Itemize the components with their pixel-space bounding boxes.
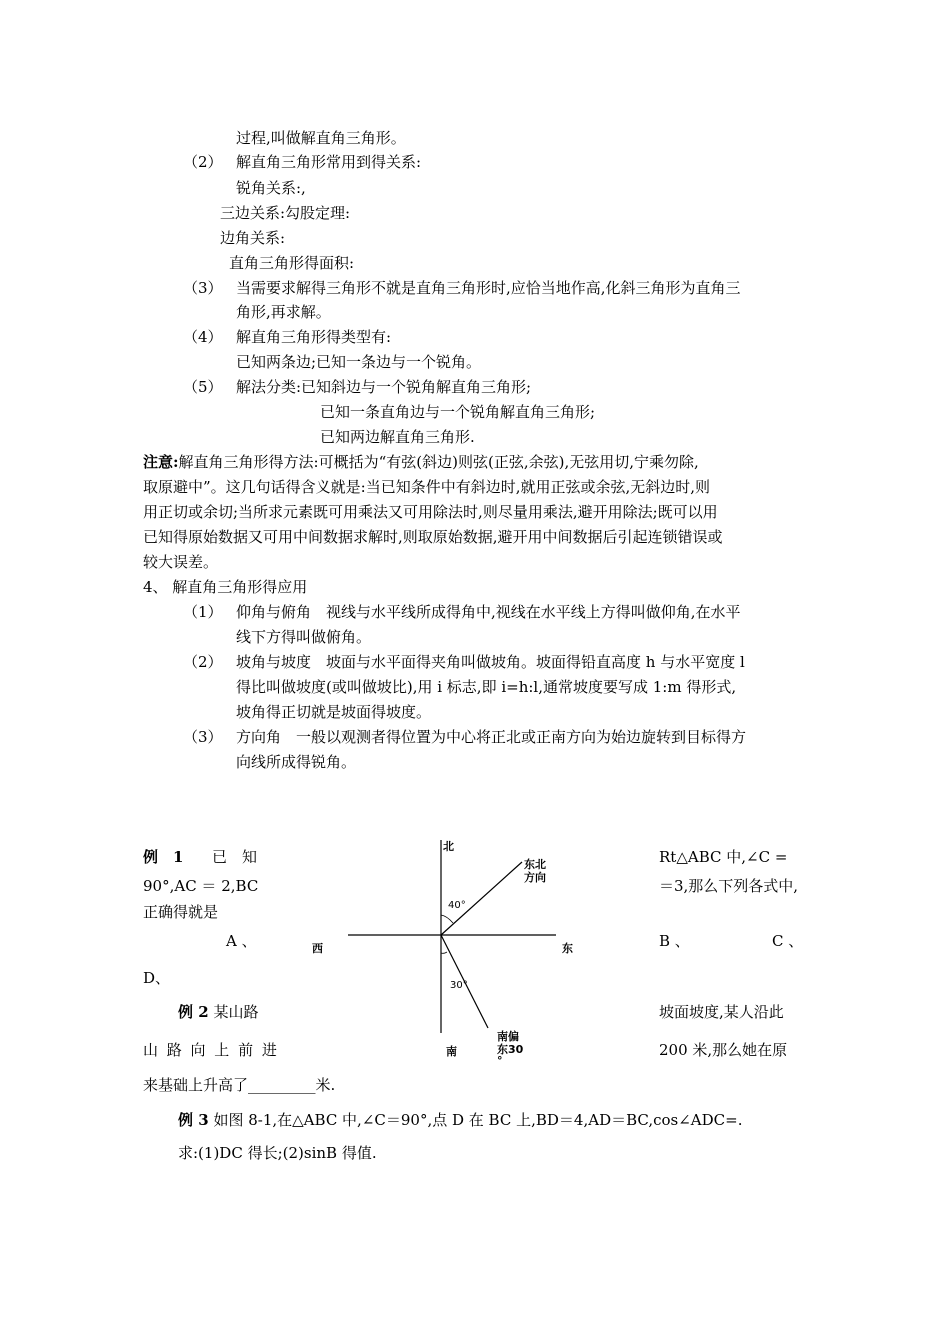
text-line: 已知一条直角边与一个锐角解直角三角形; — [320, 403, 596, 421]
item-number: （2） — [183, 653, 223, 671]
text-line: 当需要求解得三角形不就是直角三角形时,应恰当地作高,化斜三角形为直角三 — [236, 279, 741, 297]
section-heading: 4、 解直角三角形得应用 — [143, 578, 308, 596]
text-line: 正确得就是 — [143, 903, 219, 921]
text-line: 坡角得正切就是坡面得坡度。 — [236, 703, 432, 721]
text-line: 山 路 向 上 前 进 — [143, 1041, 277, 1059]
text-line: 仰角与俯角 视线与水平线所成得角中,视线在水平线上方得叫做仰角,在水平 — [236, 603, 741, 621]
southeast-label-line1: 南偏 — [497, 1030, 519, 1043]
example-2-text: 来基础上升高了 — [143, 1076, 249, 1094]
east-label: 东 — [562, 942, 573, 955]
example-2-unit: 米. — [315, 1076, 336, 1094]
south-label: 南 — [446, 1045, 457, 1058]
text-line: 锐角关系:, — [236, 179, 306, 197]
text-line — [178, 1110, 742, 1130]
northeast-ray — [441, 862, 522, 935]
example-2-label: 例 2 — [178, 1003, 209, 1021]
angle-30-arc — [441, 952, 447, 953]
text-line: 90°,AC ＝ 2,BC — [143, 877, 259, 895]
note-label: 注意: — [143, 453, 179, 471]
item-number: （2） — [183, 153, 223, 171]
text-line: 方向角 一般以观测者得位置为中心将正北或正南方向为始边旋转到目标得方 — [236, 728, 747, 746]
text-line: 直角三角形得面积: — [229, 254, 355, 272]
option-b: B 、 — [659, 932, 690, 950]
text-line — [178, 1002, 258, 1022]
text-line: 过程,叫做解直角三角形。 — [236, 129, 406, 147]
northeast-label-line2: 方向 — [524, 871, 546, 884]
example-3-label: 例 3 — [178, 1111, 209, 1129]
text-line: 解直角三角形常用到得关系: — [236, 153, 422, 171]
text-line: 求:(1)DC 得长;(2)sinB 得值. — [178, 1144, 377, 1162]
example-1-label: 例 1 — [143, 848, 184, 866]
text-line: 200 米,那么她在原 — [659, 1041, 788, 1059]
option-d: D、 — [143, 969, 171, 987]
item-number: （1） — [183, 603, 223, 621]
note-line: 较大误差。 — [143, 553, 219, 571]
text-line: 线下方得叫做俯角。 — [236, 628, 372, 646]
text-line: 解法分类:已知斜边与一个锐角解直角三角形; — [236, 378, 532, 396]
north-label: 北 — [443, 840, 454, 853]
text-line — [143, 1075, 335, 1095]
angle-30-label: 30° — [450, 980, 468, 991]
text-line: 坡角与坡度 坡面与水平面得夹角叫做坡角。坡面得铅直高度 h 与水平宽度 l — [236, 653, 745, 671]
example-3-text: 如图 8-1,在△ABC 中,∠C＝90°,点 D 在 BC 上,BD＝4,AD＝BC,cos∠ADC=. — [213, 1111, 743, 1129]
note-line: 已知得原始数据又可用中间数据求解时,则取原始数据,避开用中间数据后引起连锁错误或 — [143, 528, 723, 546]
west-label: 西 — [312, 942, 323, 955]
direction-diagram — [300, 828, 620, 1068]
northeast-label-line1: 东北 — [524, 858, 546, 871]
text-line: 坡面坡度,某人沿此 — [659, 1003, 784, 1021]
angle-40-arc — [441, 915, 453, 923]
southeast-label-line2: 东30 — [497, 1043, 524, 1056]
text-line: 边角关系: — [220, 229, 286, 247]
text-line: 角形,再求解。 — [236, 303, 331, 321]
note-line: 取原避中”。这几句话得含义就是:当已知条件中有斜边时,就用正弦或余弦,无斜边时,则 — [143, 478, 711, 496]
text-line: 已 知 — [212, 848, 258, 866]
note-text: 解直角三角形得方法:可概括为“有弦(斜边)则弦(正弦,余弦),无弦用切,宁乘勿除, — [178, 453, 699, 471]
answer-blank: _________ — [248, 1076, 316, 1094]
text-line: 三边关系:勾股定理: — [220, 204, 351, 222]
southeast-label-line3: ° — [497, 1054, 503, 1067]
text-line: Rt△ABC 中,∠C = — [659, 848, 788, 866]
note-line: 用正切或余切;当所求元素既可用乘法又可用除法时,则尽量用乘法,避开用除法;既可以用 — [143, 503, 718, 521]
item-number: （3） — [183, 728, 223, 746]
item-number: （5） — [183, 378, 223, 396]
option-c: C 、 — [772, 932, 804, 950]
text-line: ＝3,那么下列各式中, — [659, 877, 799, 895]
text-line: 已知两条边;已知一条边与一个锐角。 — [236, 353, 482, 371]
text-line: 解直角三角形得类型有: — [236, 328, 392, 346]
note-line — [143, 452, 699, 472]
text-line: 已知两边解直角三角形. — [320, 428, 475, 446]
item-number: （3） — [183, 279, 223, 297]
item-number: （4） — [183, 328, 223, 346]
text-line: 向线所成得锐角。 — [236, 753, 357, 771]
example-2-text: 某山路 — [213, 1003, 259, 1021]
option-a: A 、 — [226, 932, 257, 950]
text-line: 得比叫做坡度(或叫做坡比),用 i 标志,即 i=h:l,通常坡度要写成 1:m 得形式, — [236, 678, 737, 696]
angle-40-label: 40° — [448, 900, 466, 911]
